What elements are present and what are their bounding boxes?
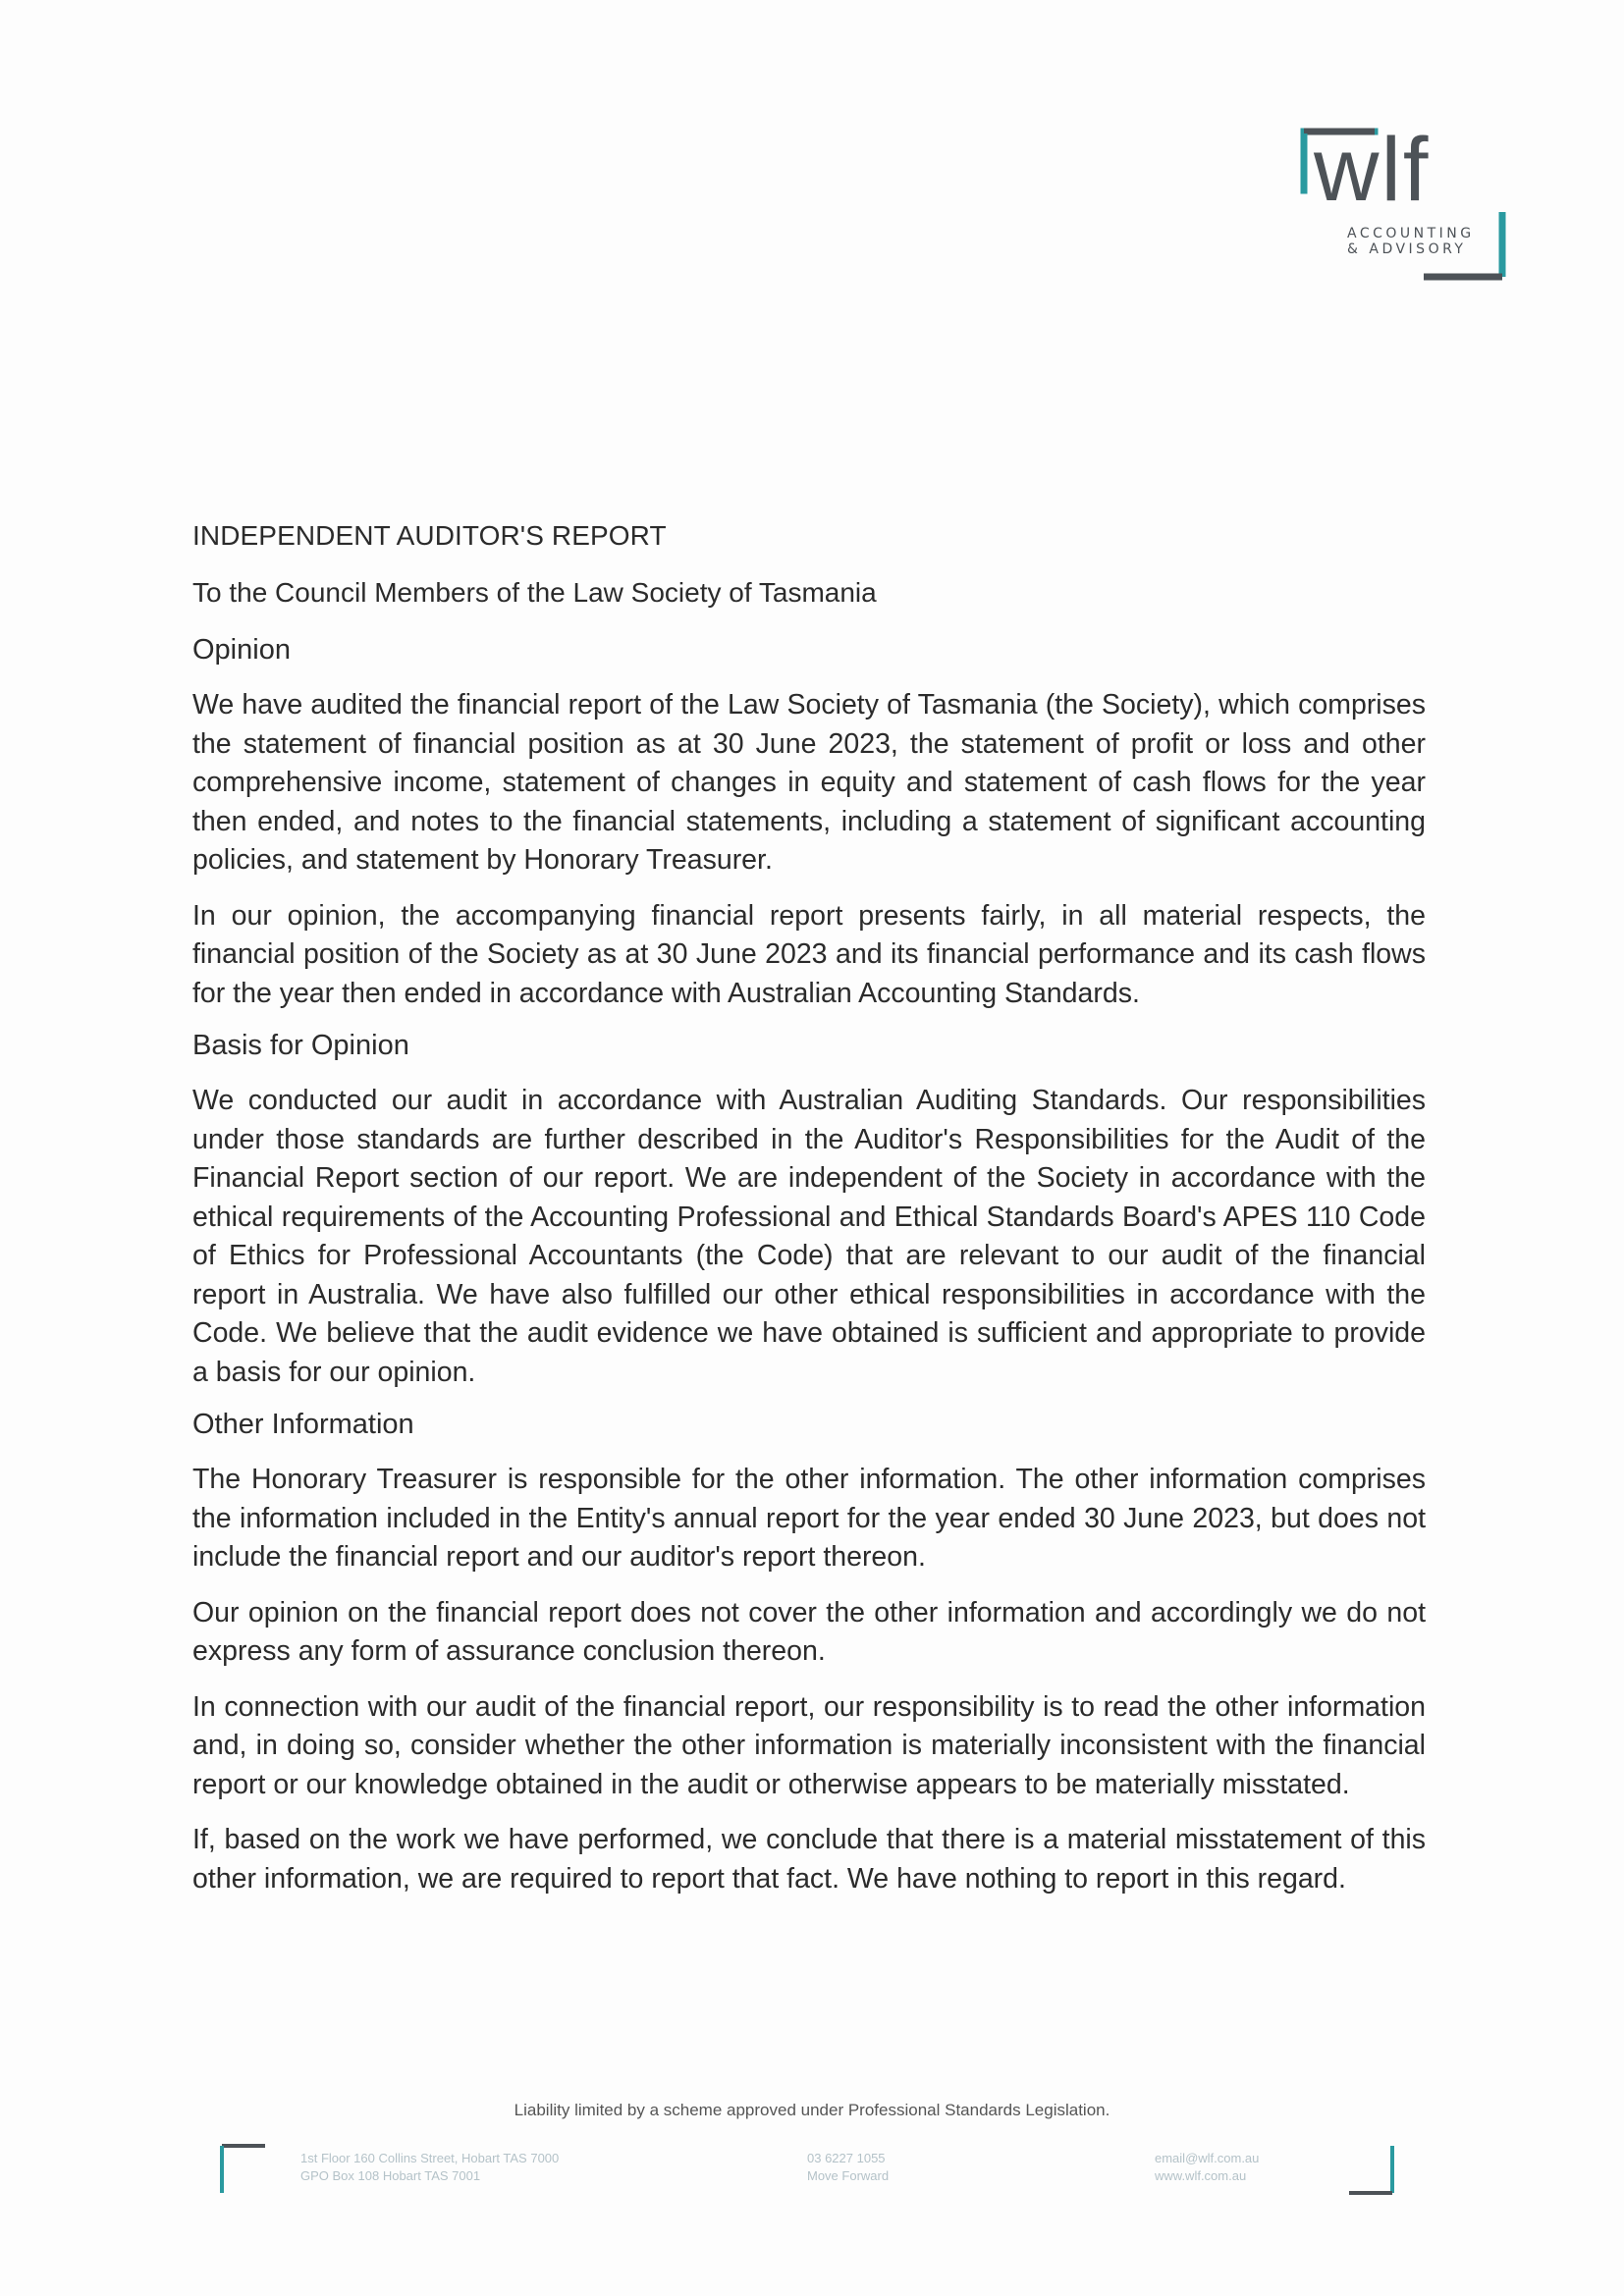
report-body: [192, 520, 1426, 1915]
report-recipient: To the Council Members of the Law Society of Tasmania: [192, 577, 877, 608]
footer-address: [300, 2150, 559, 2185]
liability-statement: Liability limited by a scheme approved under Professional Standards Legislation.: [514, 2101, 1110, 2119]
logo-tagline-1: ACCOUNTING: [1347, 226, 1475, 241]
address-line: GPO Box 108 Hobart TAS 7001: [300, 2168, 481, 2183]
phone-line: 03 6227 1055: [807, 2151, 886, 2165]
paragraph: Our opinion on the financial report does not cover the other information and accordingly we do not express any form of assurance conclusion thereon.: [192, 1596, 1426, 1667]
company-logo: [1296, 122, 1512, 289]
report-title: INDEPENDENT AUDITOR'S REPORT: [192, 520, 667, 551]
logo-tagline-2: & ADVISORY: [1347, 241, 1467, 257]
footer-left-bracket-icon: [218, 2142, 269, 2197]
section-heading: Basis for Opinion: [192, 1030, 409, 1061]
paragraph: In our opinion, the accompanying financial report presents fairly, in all material respects, the financial position of the Society as at 30 June 2023 and its financial performance and its cash flows for the year then ended in accordance with Australian Accounting Standards.: [192, 899, 1426, 1009]
paragraph: In connection with our audit of the financial report, our responsibility is to read the other information and, in doing so, consider whether the other information is materially inconsistent with the financial report or our knowledge obtained in the audit or otherwise appears to be materially misstated.: [192, 1690, 1426, 1800]
logo-wordmark: wlf: [1314, 122, 1431, 220]
section-other-information: [192, 1409, 1426, 1898]
paragraph: The Honorary Treasurer is responsible for the other information. The other information comprises the information included in the Entity's annual report for the year ended 30 June 2023, but does not include the financial report and our auditor's report thereon.: [192, 1464, 1426, 1573]
paragraph: If, based on the work we have performed, we conclude that there is a material misstatement of this other information, we are required to report that fact. We have nothing to report in this regard.: [192, 1824, 1426, 1895]
footer-right-bracket-icon: [1345, 2142, 1396, 2197]
section-heading: Other Information: [192, 1409, 414, 1440]
paragraph: We conducted our audit in accordance with Australian Auditing Standards. Our responsibilities under those standards are further described in the Auditor's Responsibilities for the Audit of the Financial Report section of our report. We are independent of the Society in accordance with the ethical requirements of the Accounting Professional and Ethical Standards Board's APES 110 Code of Ethics for Professional Accountants (the Code) that are relevant to our audit of the financial report in Australia. We have also fulfilled our other ethical responsibilities in accordance with the Code. We believe that the audit evidence we have obtained is sufficient and appropriate to provide a basis for our opinion.: [192, 1085, 1426, 1388]
section-heading: Opinion: [192, 634, 291, 666]
website-link[interactable]: www.wlf.com.au: [1155, 2168, 1247, 2183]
email-link[interactable]: email@wlf.com.au: [1155, 2151, 1260, 2165]
footer-contact: [1155, 2150, 1259, 2185]
footer-phone: [807, 2150, 889, 2185]
section-opinion: [192, 634, 1426, 1013]
paragraph: We have audited the financial report of the Law Society of Tasmania (the Society), which comprises the statement of financial position as at 30 June 2023, the statement of profit or loss and other comprehensive income, statement of changes in equity and statement of cash flows for the year then ended, and notes to the financial statements, including a statement of significant accounting policies, and statement by Honorary Treasurer.: [192, 689, 1426, 876]
tagline-line: Move Forward: [807, 2168, 890, 2183]
section-basis-for-opinion: [192, 1030, 1426, 1392]
address-line: 1st Floor 160 Collins Street, Hobart TAS 7000: [300, 2151, 560, 2165]
